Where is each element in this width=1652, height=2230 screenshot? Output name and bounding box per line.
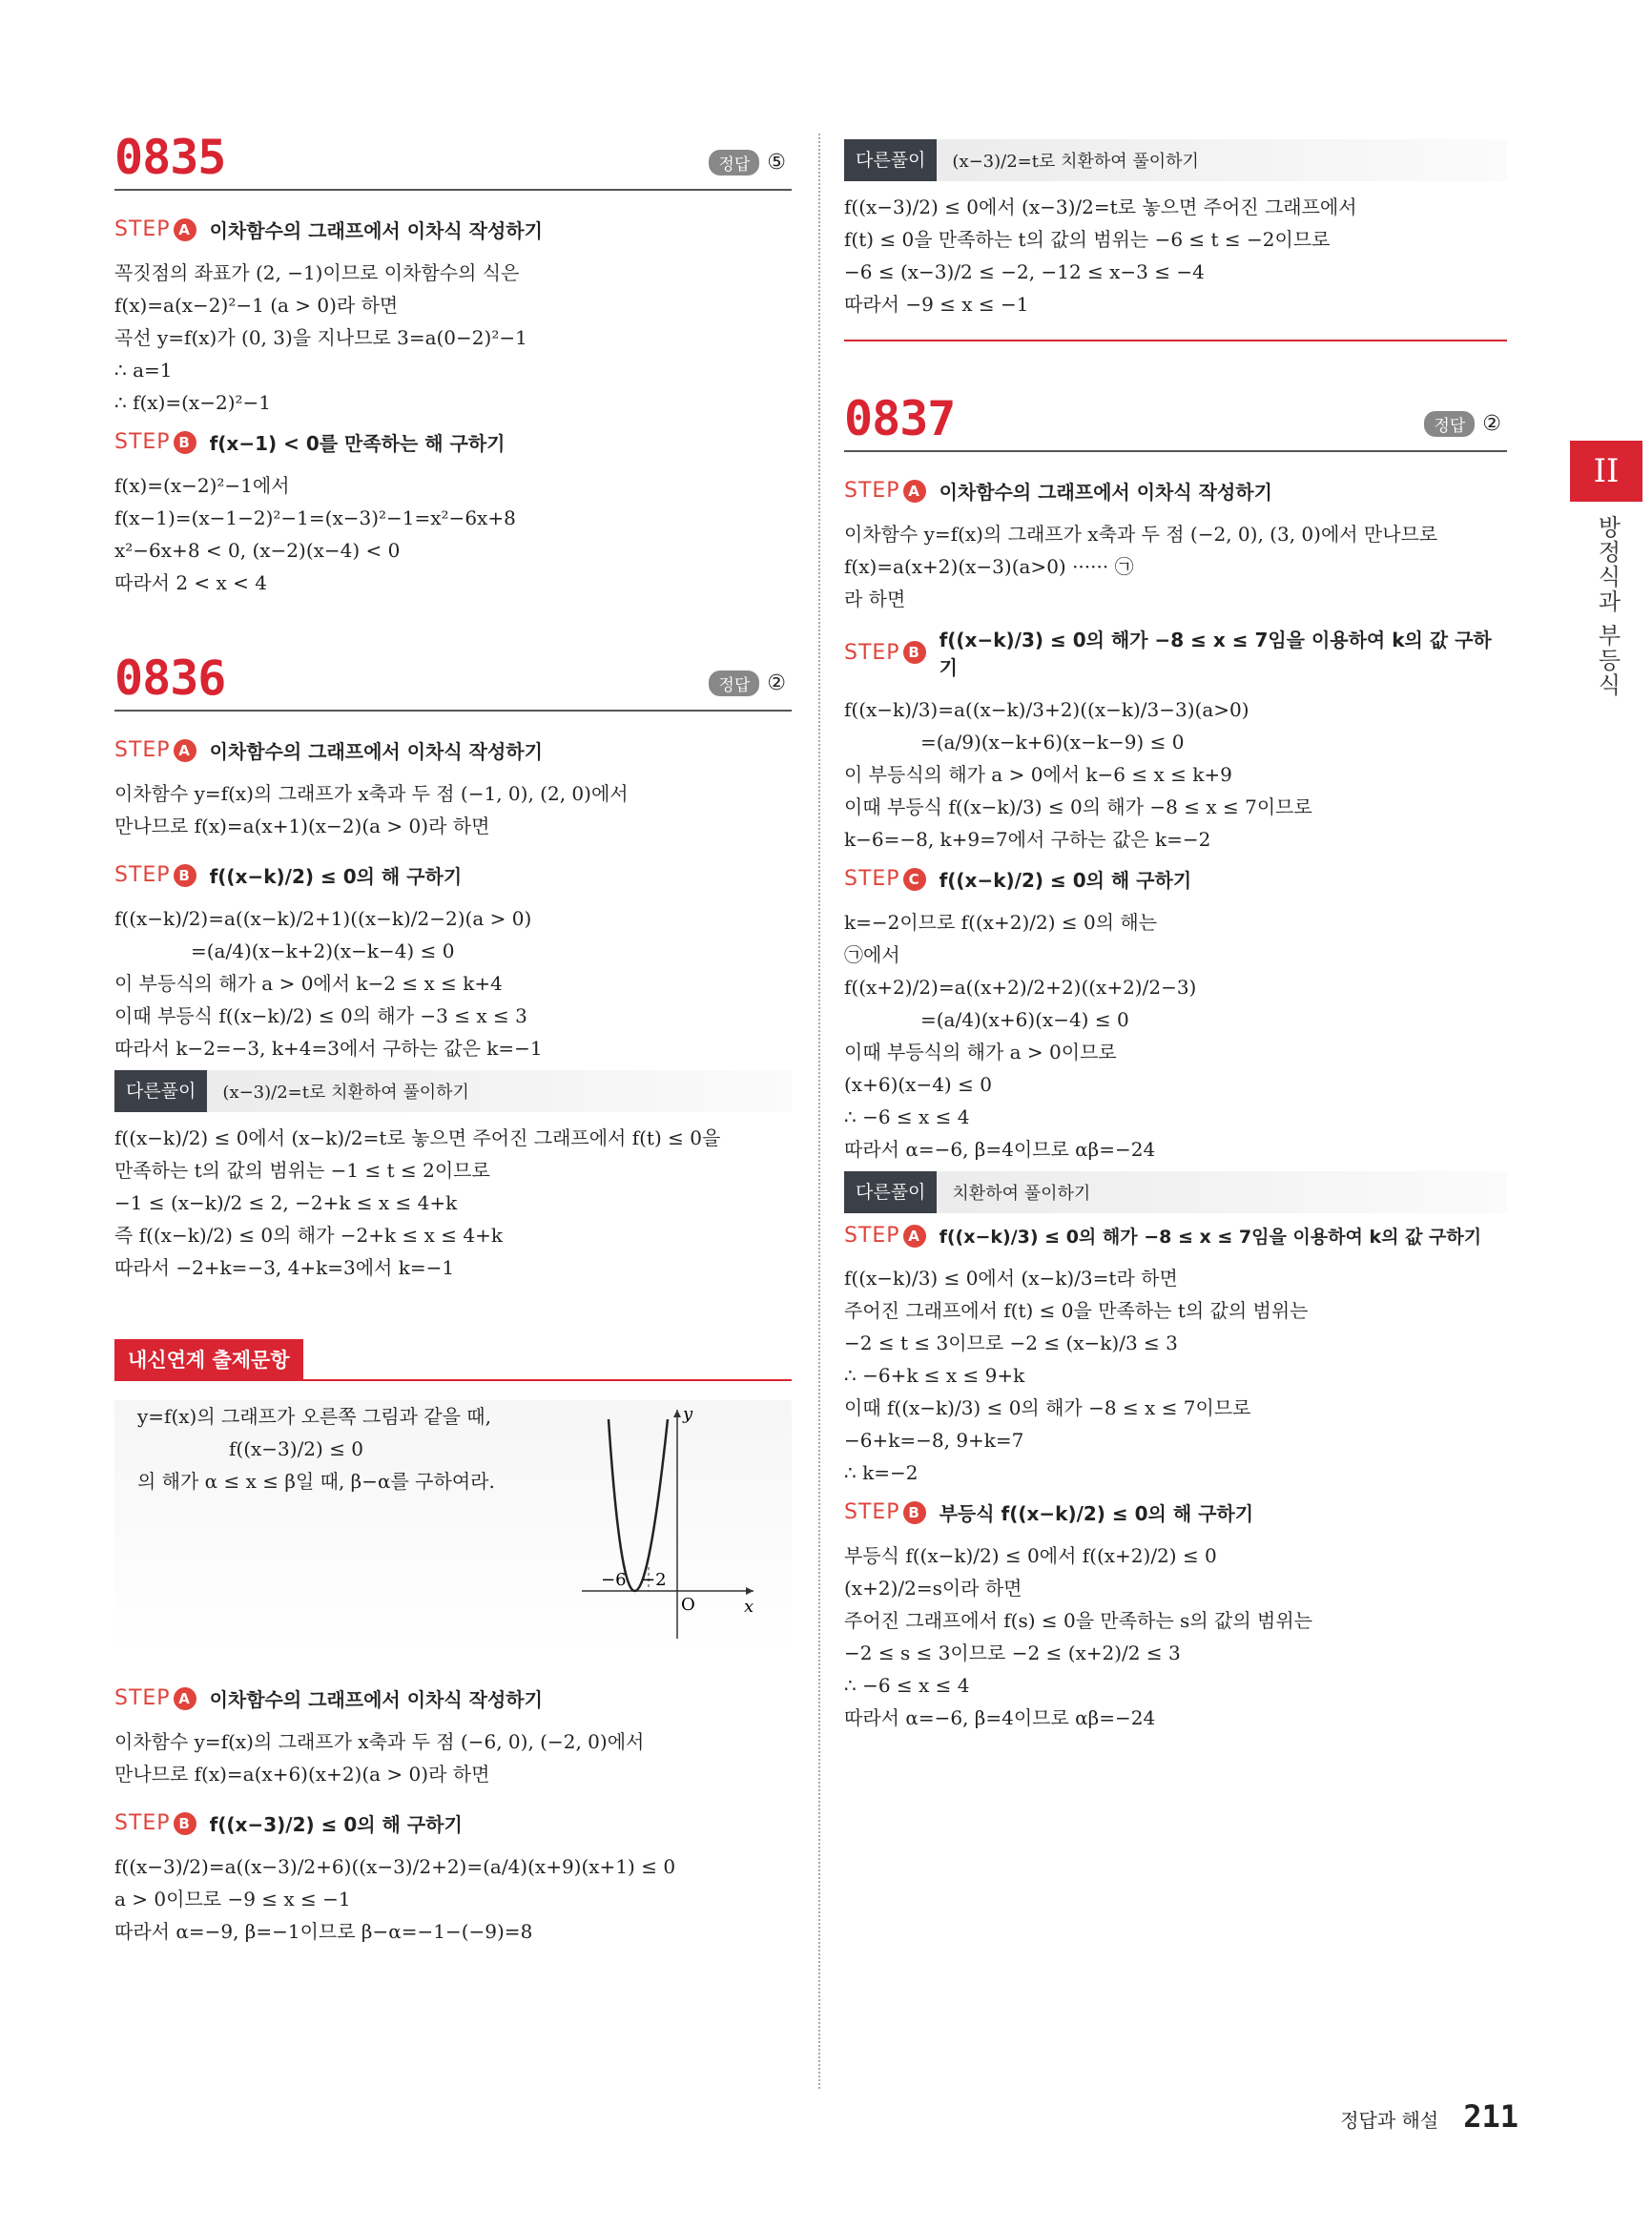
related-problem-box — [114, 1400, 792, 1658]
left-column — [114, 130, 792, 1948]
step-label: STEP — [114, 1686, 171, 1710]
root-label: −2 — [641, 1570, 667, 1590]
alt-tag: 다른풀이 — [114, 1070, 207, 1112]
y-axis-arrow — [673, 1410, 681, 1417]
step-letter: B — [903, 641, 926, 664]
solution-line: k=−2이므로 f((x+2)/2) ≤ 0의 해는 — [844, 911, 1158, 934]
answer-value: ② — [767, 671, 786, 695]
step-heading — [114, 861, 792, 889]
step-label: STEP — [844, 1224, 900, 1248]
step-title: f(x−1) < 0를 만족하는 해 구하기 — [209, 432, 506, 455]
solution-line: −6 ≤ (x−3)/2 ≤ −2, −12 ≤ x−3 ≤ −4 — [844, 260, 1205, 283]
solution-line: 따라서 2 < x < 4 — [114, 571, 267, 594]
step-label: STEP — [114, 1811, 171, 1835]
step-label: STEP — [114, 738, 171, 762]
problem-header-0837 — [844, 391, 1507, 452]
step-heading — [844, 477, 1507, 505]
solution-line: (x+6)(x−4) ≤ 0 — [844, 1073, 992, 1096]
problem-number: 0837 — [844, 391, 956, 446]
solution-line: ∴ −6 ≤ x ≤ 4 — [844, 1674, 970, 1697]
solution-line: ∴ −6 ≤ x ≤ 4 — [844, 1105, 970, 1128]
solution-line: f(x−1)=(x−1−2)²−1=(x−3)²−1=x²−6x+8 — [114, 506, 516, 529]
solution-line: f((x+2)/2)=a((x+2)/2+2)((x+2)/2−3) — [844, 976, 1197, 999]
step-letter: C — [903, 868, 926, 891]
alt-tag: 다른풀이 — [844, 139, 937, 181]
answer-value: ② — [1482, 412, 1501, 436]
solution-line: 만나므로 f(x)=a(x+1)(x−2)(a > 0)라 하면 — [114, 815, 490, 837]
step-label: STEP — [844, 640, 900, 665]
solution-line: f((x−k)/2)=a((x−k)/2+1)((x−k)/2−2)(a > 0) — [114, 907, 532, 930]
answer-badge — [709, 150, 786, 176]
step-label: STEP — [114, 863, 171, 887]
answer-value: ⑤ — [767, 151, 786, 175]
solution-line: =(a/4)(x−k+2)(x−k−4) ≤ 0 — [191, 939, 455, 962]
solution-line: −6+k=−8, 9+k=7 — [844, 1429, 1024, 1452]
solution-line: x²−6x+8 < 0, (x−2)(x−4) < 0 — [114, 539, 401, 562]
solution-line: 이때 f((x−k)/3) ≤ 0의 해가 −8 ≤ x ≤ 7이므로 — [844, 1396, 1251, 1419]
problem-number: 0836 — [114, 650, 226, 706]
step-label: STEP — [114, 217, 171, 241]
solution-line: 부등식 f((x−k)/2) ≤ 0에서 f((x+2)/2) ≤ 0 — [844, 1544, 1217, 1567]
solution-line: 주어진 그래프에서 f(t) ≤ 0을 만족하는 t의 값의 범위는 — [844, 1299, 1309, 1322]
solution-line: 라 하면 — [844, 588, 906, 610]
solution-line: 꼭짓점의 좌표가 (2, −1)이므로 이차함수의 식은 — [114, 261, 520, 284]
page-footer — [1340, 2098, 1518, 2135]
solution-line: −2 ≤ t ≤ 3이므로 −2 ≤ (x−k)/3 ≤ 3 — [844, 1332, 1178, 1354]
alternative-solution-bar — [844, 139, 1507, 181]
problem-number: 0835 — [114, 130, 226, 185]
step-letter: A — [903, 480, 926, 503]
step-heading — [114, 428, 792, 456]
alt-title: (x−3)/2=t로 치환하여 풀이하기 — [222, 1083, 469, 1103]
alt-title: (x−3)/2=t로 치환하여 풀이하기 — [952, 152, 1199, 172]
step-label: STEP — [844, 479, 900, 503]
step-label: STEP — [844, 1500, 900, 1524]
step-title: 이차함수의 그래프에서 이차식 작성하기 — [209, 1688, 543, 1711]
solution-line: 만족하는 t의 값의 범위는 −1 ≤ t ≤ 2이므로 — [114, 1159, 490, 1182]
chapter-tab: II — [1570, 441, 1642, 502]
solution-line: ∴ f(x)=(x−2)²−1 — [114, 391, 271, 414]
solution-line: 이때 부등식 f((x−k)/3) ≤ 0의 해가 −8 ≤ x ≤ 7이므로 — [844, 795, 1312, 818]
x-axis-arrow — [746, 1587, 754, 1595]
step-letter: A — [903, 1225, 926, 1248]
step-letter: A — [174, 1687, 196, 1710]
root-label: −6 — [601, 1570, 627, 1590]
step-heading — [844, 1498, 1507, 1526]
solution-line: 이차함수 y=f(x)의 그래프가 x축과 두 점 (−1, 0), (2, 0)에서 — [114, 782, 629, 805]
solution-line: f((x−k)/3)=a((x−k)/3+2)((x−k)/3−3)(a>0) — [844, 698, 1249, 721]
solution-line: 만나므로 f(x)=a(x+6)(x+2)(a > 0)라 하면 — [114, 1763, 490, 1786]
answer-badge — [1424, 411, 1501, 437]
solution-line: 이때 부등식의 해가 a > 0이므로 — [844, 1041, 1117, 1063]
chapter-title: 방정식과 부등식 — [1594, 515, 1621, 698]
solution-line: =(a/4)(x+6)(x−4) ≤ 0 — [920, 1008, 1129, 1031]
solution-line: 이때 부등식 f((x−k)/2) ≤ 0의 해가 −3 ≤ x ≤ 3 — [114, 1004, 527, 1027]
solution-line: −1 ≤ (x−k)/2 ≤ 2, −2+k ≤ x ≤ 4+k — [114, 1191, 458, 1214]
step-letter: B — [174, 1812, 196, 1835]
parabola-curve — [609, 1419, 668, 1591]
right-column — [844, 134, 1507, 1734]
solution-line: k−6=−8, k+9=7에서 구하는 값은 k=−2 — [844, 828, 1211, 851]
solution-line: f((x−3)/2) ≤ 0에서 (x−3)/2=t로 놓으면 주어진 그래프에서 — [844, 196, 1357, 218]
step-heading — [114, 1684, 792, 1712]
question-line: 의 해가 α ≤ x ≤ β일 때, β−α를 구하여라. — [137, 1470, 495, 1493]
solution-line: f((x−3)/2)=a((x−3)/2+6)((x−3)/2+2)=(a/4)(x+9)(x+1) ≤ 0 — [114, 1855, 676, 1878]
answer-badge — [709, 671, 786, 696]
step-letter: B — [174, 864, 196, 887]
related-tag: 내신연계 출제문항 — [114, 1339, 303, 1379]
solution-line: 곡선 y=f(x)가 (0, 3)을 지나므로 3=a(0−2)²−1 — [114, 326, 527, 349]
question-line: y=f(x)의 그래프가 오른쪽 그림과 같을 때, — [137, 1405, 491, 1428]
solution-line: ∴ k=−2 — [844, 1461, 919, 1484]
solution-line: 따라서 k−2=−3, k+4=3에서 구하는 값은 k=−1 — [114, 1037, 543, 1060]
related-problem-header — [114, 1339, 792, 1381]
solution-line: ∴ a=1 — [114, 359, 173, 382]
step-title: f((x−k)/2) ≤ 0의 해 구하기 — [939, 869, 1192, 892]
solution-line: 따라서 α=−6, β=4이므로 αβ=−24 — [844, 1706, 1156, 1729]
column-divider — [818, 134, 820, 2089]
footer-label: 정답과 해설 — [1340, 2109, 1439, 2132]
step-label: STEP — [114, 430, 171, 454]
step-letter: B — [903, 1501, 926, 1524]
step-title: 부등식 f((x−k)/2) ≤ 0의 해 구하기 — [939, 1502, 1254, 1525]
solution-line: f(x)=a(x+2)(x−3)(a>0) ······ ㉠ — [844, 555, 1134, 578]
alt-title: 치환하여 풀이하기 — [952, 1184, 1091, 1204]
solution-line: 이차함수 y=f(x)의 그래프가 x축과 두 점 (−2, 0), (3, 0)에서 만나므로 — [844, 523, 1438, 546]
step-title: 이차함수의 그래프에서 이차식 작성하기 — [209, 740, 543, 763]
step-title: f((x−k)/2) ≤ 0의 해 구하기 — [209, 865, 463, 888]
alt-tag: 다른풀이 — [844, 1171, 937, 1213]
x-label: x — [744, 1597, 754, 1617]
step-heading — [114, 216, 792, 243]
alternative-solution-bar — [114, 1070, 792, 1112]
step-heading — [844, 865, 1507, 893]
answer-tag: 정답 — [709, 150, 759, 176]
solution-line: f(x)=(x−2)²−1에서 — [114, 474, 290, 497]
section-rule — [844, 340, 1507, 341]
solution-line: 따라서 α=−6, β=4이므로 αβ=−24 — [844, 1138, 1156, 1161]
step-heading — [844, 625, 1507, 680]
page-number: 211 — [1463, 2098, 1518, 2135]
origin-label: O — [681, 1595, 695, 1615]
solution-line: 따라서 α=−9, β=−1이므로 β−α=−1−(−9)=8 — [114, 1920, 533, 1943]
step-heading — [114, 736, 792, 764]
step-letter: A — [174, 739, 196, 762]
solution-line: ∴ −6+k ≤ x ≤ 9+k — [844, 1364, 1025, 1387]
step-title: 이차함수의 그래프에서 이차식 작성하기 — [939, 481, 1272, 504]
solution-line: 즉 f((x−k)/2) ≤ 0의 해가 −2+k ≤ x ≤ 4+k — [114, 1224, 503, 1247]
alternative-solution-bar — [844, 1171, 1507, 1213]
solution-line: (x+2)/2=s이라 하면 — [844, 1577, 1022, 1600]
solution-line: 이차함수 y=f(x)의 그래프가 x축과 두 점 (−6, 0), (−2, 0)에서 — [114, 1730, 645, 1753]
answer-tag: 정답 — [1424, 411, 1475, 437]
y-label: y — [683, 1404, 693, 1424]
step-letter: A — [174, 218, 196, 241]
step-label: STEP — [844, 867, 900, 891]
step-title: f((x−k)/3) ≤ 0의 해가 −8 ≤ x ≤ 7임을 이용하여 k의 값 구하기 — [939, 629, 1492, 679]
solution-line: f(t) ≤ 0을 만족하는 t의 값의 범위는 −6 ≤ t ≤ −2이므로 — [844, 228, 1331, 251]
parabola-graph — [572, 1400, 763, 1648]
step-heading — [844, 1223, 1507, 1249]
solution-line: 이 부등식의 해가 a > 0에서 k−6 ≤ x ≤ k+9 — [844, 763, 1232, 786]
step-heading — [114, 1809, 792, 1837]
solution-line: f((x−k)/3) ≤ 0에서 (x−k)/3=t라 하면 — [844, 1267, 1178, 1290]
solution-line: 따라서 −9 ≤ x ≤ −1 — [844, 293, 1029, 316]
solution-line: a > 0이므로 −9 ≤ x ≤ −1 — [114, 1888, 351, 1910]
solution-line: 이 부등식의 해가 a > 0에서 k−2 ≤ x ≤ k+4 — [114, 972, 503, 995]
answer-tag: 정답 — [709, 671, 759, 696]
step-title: 이차함수의 그래프에서 이차식 작성하기 — [209, 219, 543, 242]
problem-header-0835 — [114, 130, 792, 191]
solution-line: ㉠에서 — [844, 943, 900, 966]
solution-line: 따라서 −2+k=−3, 4+k=3에서 k=−1 — [114, 1256, 455, 1279]
step-letter: B — [174, 431, 196, 454]
solution-line: 주어진 그래프에서 f(s) ≤ 0을 만족하는 s의 값의 범위는 — [844, 1609, 1312, 1632]
solution-line: −2 ≤ s ≤ 3이므로 −2 ≤ (x+2)/2 ≤ 3 — [844, 1642, 1181, 1664]
question-line: f((x−3)/2) ≤ 0 — [229, 1437, 364, 1460]
step-title: f((x−3)/2) ≤ 0의 해 구하기 — [209, 1813, 463, 1836]
solution-line: f((x−k)/2) ≤ 0에서 (x−k)/2=t로 놓으면 주어진 그래프에서 f(t) ≤ 0을 — [114, 1126, 721, 1149]
step-title: f((x−k)/3) ≤ 0의 해가 −8 ≤ x ≤ 7임을 이용하여 k의 값 구하기 — [939, 1227, 1482, 1248]
problem-header-0836 — [114, 650, 792, 712]
solution-line: f(x)=a(x−2)²−1 (a > 0)라 하면 — [114, 294, 399, 317]
solution-line: =(a/9)(x−k+6)(x−k−9) ≤ 0 — [920, 731, 1185, 754]
